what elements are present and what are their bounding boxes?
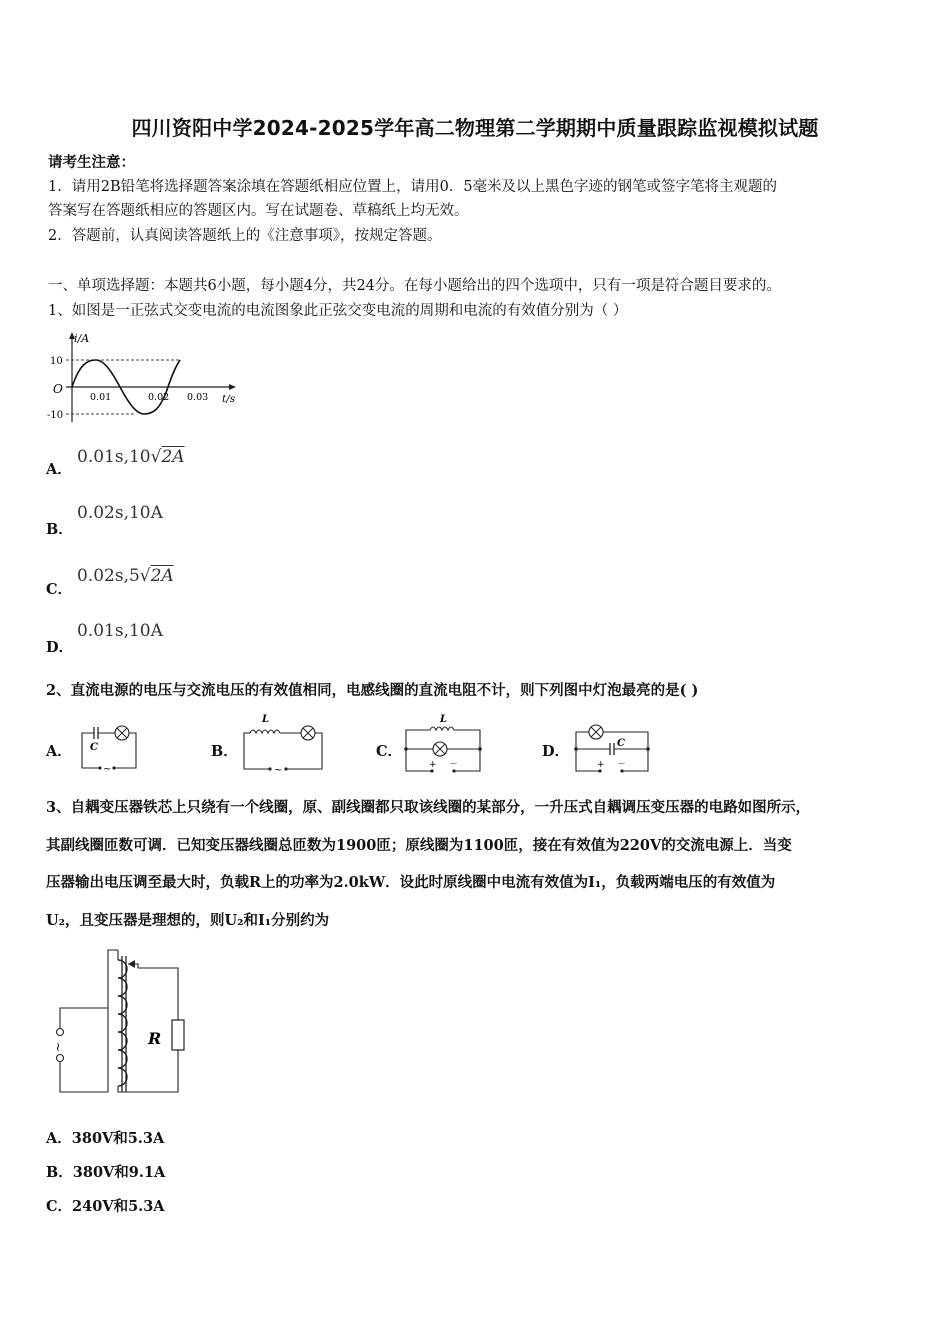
q3-option-a: A．380V和5.3A [46,1130,165,1147]
circuit-b [240,712,326,774]
q3-option-b: B．380V和9.1A [46,1164,166,1181]
resistor-icon [172,1020,184,1050]
notice-item-1-line-1: 1．请用2B铅笔将选择题答案涂填在答题纸相应位置上，请用0．5毫米及以上黑色字迹的钢笔或签字笔将主观题的 [48,179,778,195]
slider-arrow-icon [128,960,135,968]
sqrt-icon: √ [150,447,162,467]
y-tick-label: -10 [47,410,64,421]
q3-option-c: C．240V和5.3A [46,1198,165,1215]
minus-sign: － [617,760,627,770]
option-b-text: 0.02s,10A [77,503,163,523]
option-c-text: 0.02s,5√2A [77,566,174,586]
sqrt-icon: √ [139,566,151,586]
option-label: C． [46,581,73,598]
question-2-stem: 2、直流电源的电压与交流电压的有效值相同，电感线圈的直流电阻不计，则下列图中灯泡最亮的是( ) [46,682,699,699]
sine-current-graph [44,328,244,428]
component-label: C [617,738,625,749]
notice-item-1-line-2: 答案写在答题纸相应的答题区内。写在试题卷、草稿纸上均无效。 [48,203,469,219]
x-tick-label: 0.03 [187,392,209,403]
component-label: C [90,742,98,753]
option-label: C． [376,743,403,760]
circuit-a [76,720,142,776]
option-label: D． [542,743,570,760]
x-axis-label: t/s [222,393,236,405]
question-1-stem: 1、如图是一正弦式交变电流的电流图象此正弦交变电流的周期和电流的有效值分别为（ ） [48,303,628,319]
x-tick-label: 0.02 [148,392,170,403]
option-label: A． [46,743,72,760]
section-heading: 一、单项选择题：本题共6小题，每小题4分，共24分。在每小题给出的四个选项中，只有一项是符合题目要求的。 [48,278,781,294]
question-3-line-1: 3、自耦变压器铁芯上只绕有一个线圈，原、副线圈都只取该线圈的某部分，一升压式自耦调压变压器的电路如图所示， [46,799,811,816]
notice-heading: 请考生注意： [48,154,135,171]
y-axis-label: i/A [74,332,90,345]
inductor-icon [430,727,454,730]
question-3-line-3: 压器输出电压调至最大时，负载R上的功率为2.0kW．设此时原线圈中电流有效值为I₁，负载两端电压的有效值为 [46,874,776,891]
plus-sign: + [597,760,605,770]
resistor-label: R [148,1029,162,1048]
origin-label: O [53,382,63,396]
circuit-d [570,718,654,774]
question-3-line-2: 其副线圈匝数可调．已知变压器线圈总匝数为1900匝；原线圈为1100匝，接在有效值为220V的交流电源上．当变 [46,837,792,854]
question-3-line-4: U₂，且变压器是理想的，则U₂和I₁分别约为 [46,912,330,929]
inductor-icon [250,730,280,733]
autotransformer-circuit [44,946,194,1098]
circuit-c [402,712,486,774]
ac-source-icon: ~ [103,764,112,775]
minus-sign: － [449,760,459,770]
option-label: B． [46,521,73,538]
y-tick-label: 10 [50,356,63,367]
component-label: L [262,714,270,725]
notice-item-2: 2．答题前，认真阅读答题纸上的《注意事项》，按规定答题。 [48,228,442,244]
ac-source-icon: ~ [51,1042,65,1053]
x-tick-label: 0.01 [90,392,112,403]
option-a-text: 0.01s,10√2A [77,447,185,467]
ac-source-icon: ~ [274,765,283,774]
x-axis-arrow [229,384,236,390]
plus-sign: + [429,760,437,770]
option-d-text: 0.01s,10A [77,621,163,641]
option-label: A． [46,461,72,478]
option-label: D． [46,639,74,656]
page-title: 四川资阳中学2024-2025学年高二物理第二学期期中质量跟踪监视模拟试题 [131,116,819,140]
option-label: B． [211,743,238,760]
component-label: L [440,714,448,725]
